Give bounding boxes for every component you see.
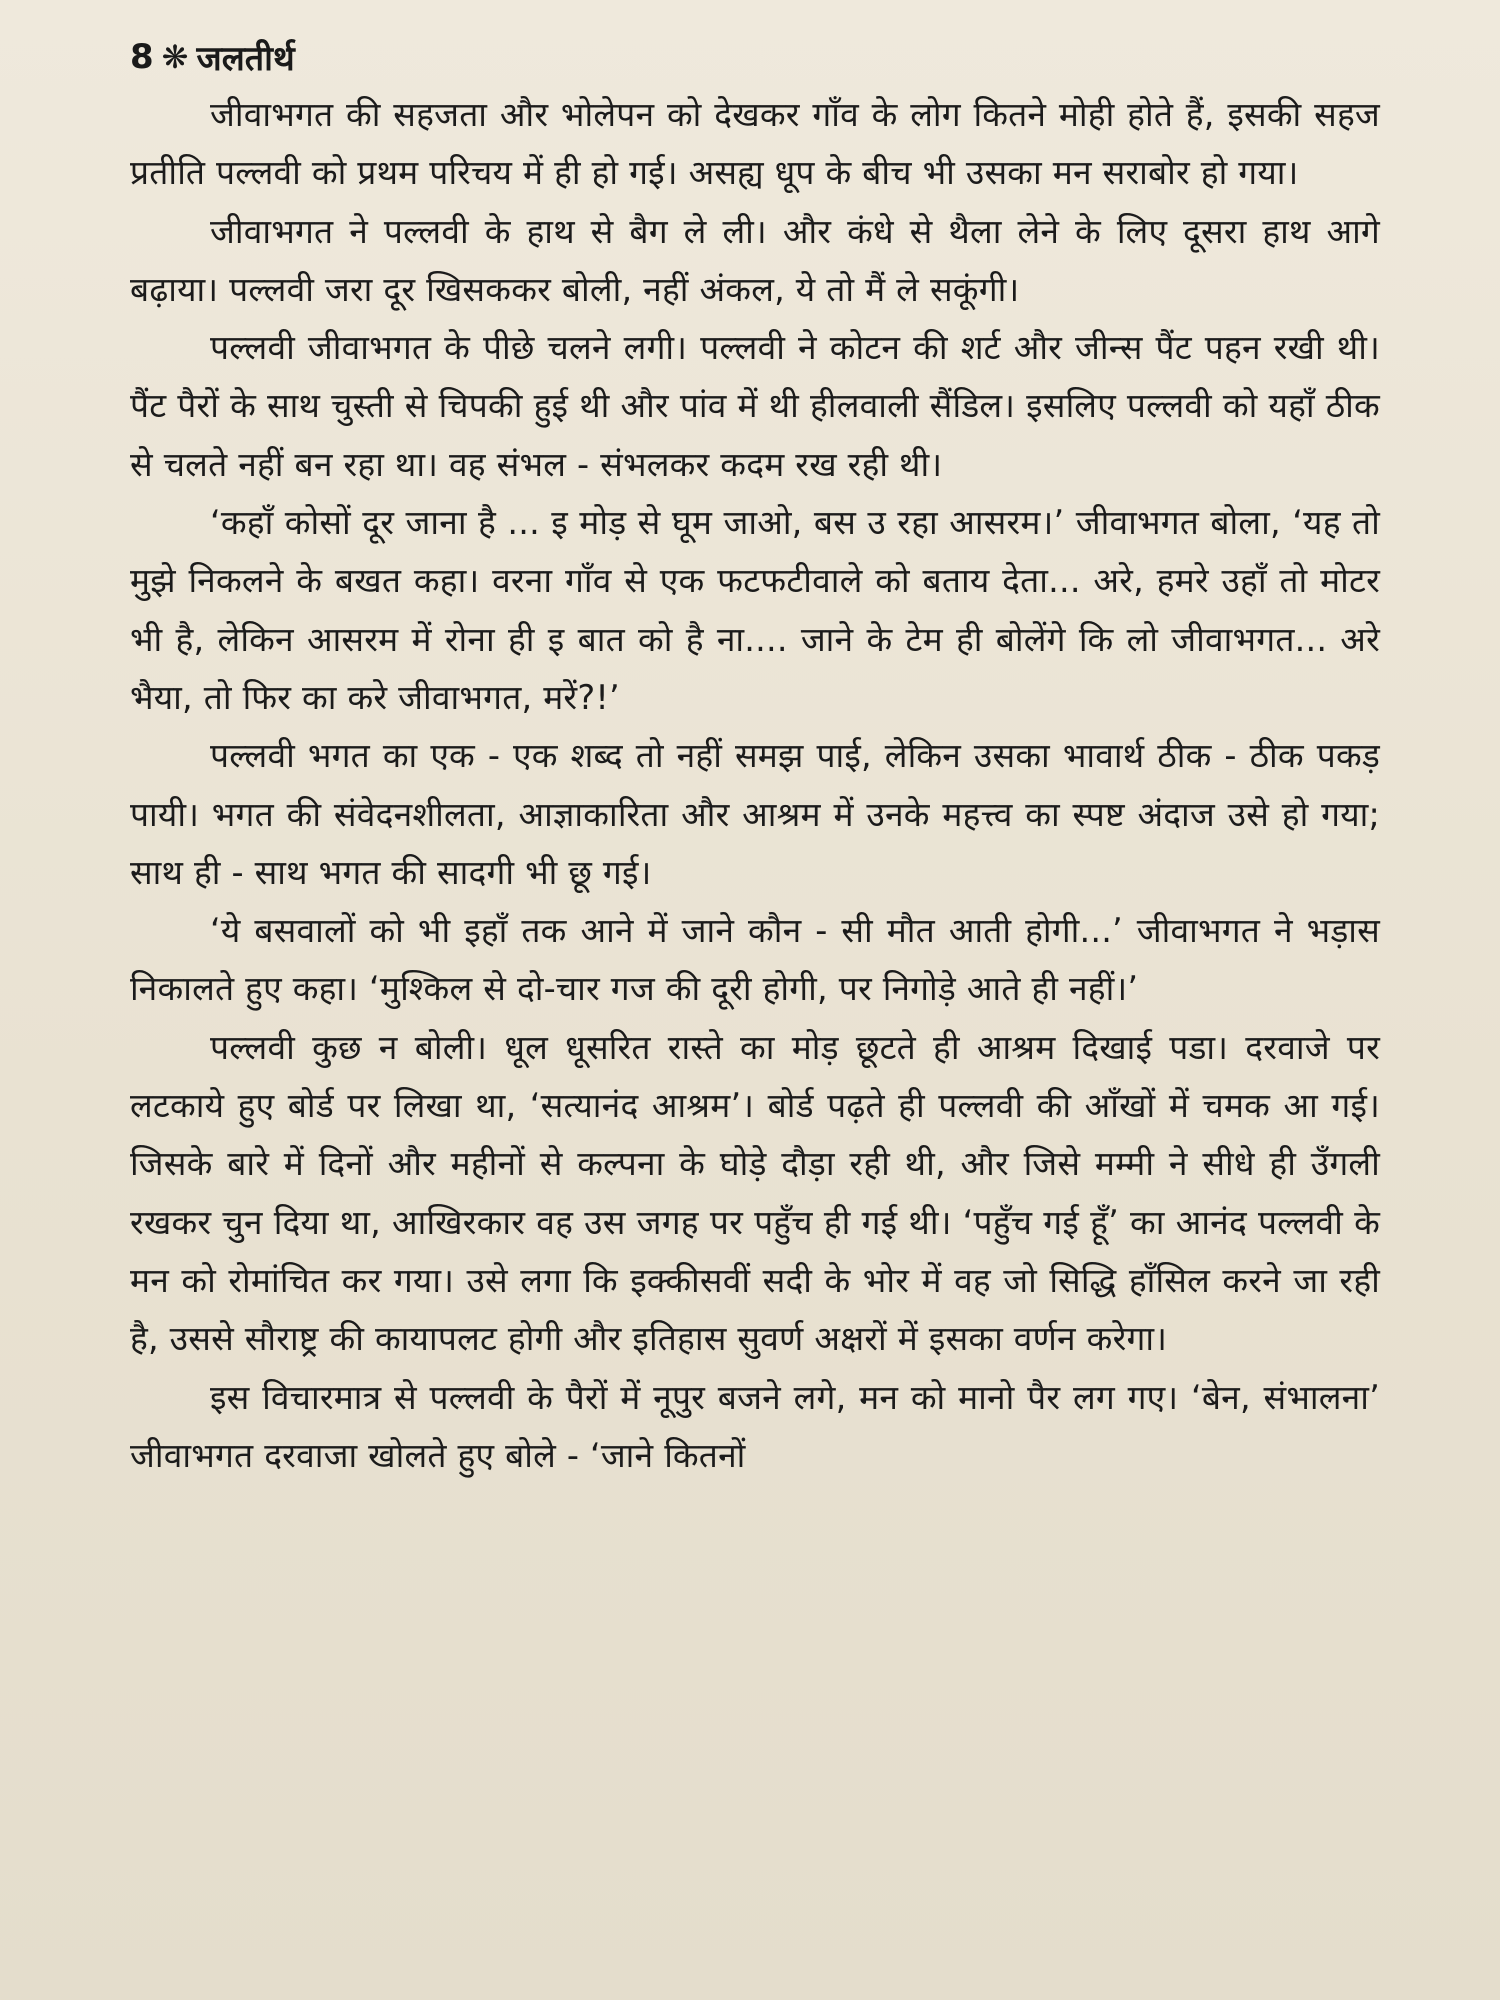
paragraph: इस विचारमात्र से पल्लवी के पैरों में नूपुर बजने लगे, मन को मानो पैर लग गए। ‘बेन, संभालना’ जीवाभगत दरवाजा खोलते हुए बोले - ‘जाने कितनों — [130, 1377, 1380, 1475]
paragraph: जीवाभगत की सहजता और भोलेपन को देखकर गाँव के लोग कितने मोही होते हैं, इसकी सहज प्रतीति पल्लवी को प्रथम परिचय में ही हो गई। असह्य धूप के बीच भी उसका मन सराबोर हो गया। — [130, 95, 1380, 193]
book-title: जलतीर्थ — [196, 39, 295, 79]
paragraph: पल्लवी जीवाभगत के पीछे चलने लगी। पल्लवी ने कोटन की शर्ट और जीन्स पैंट पहन रखी थी। पैंट पैरों के साथ चुस्ती से चिपकी हुई थी और पांव में थी हीलवाली सैंडिल। इसलिए पल्लवी को यहाँ ठीक से चलते नहीं बन रहा था। वह संभल - संभलकर कदम रख रही थी। — [130, 328, 1380, 484]
page-number: 8 — [130, 37, 154, 77]
paragraph: ‘कहाँ कोसों दूर जाना है ... इ मोड़ से घूम जाओ, बस उ रहा आसरम।’ जीवाभगत बोला, ‘यह तो मुझे निकलने के बखत कहा। वरना गाँव से एक फटफटीवाले को बताय देता... अरे, हमरे उहाँ तो मोटर भी है, लेकिन आसरम में रोना ही इ बात को है ना.... जाने के टेम ही बोलेंगे कि लो जीवाभगत... अरे भैया, तो फिर का करे जीवाभगत, मरें?!’ — [130, 503, 1380, 717]
paragraph: जीवाभगत ने पल्लवी के हाथ से बैग ले ली। और कंधे से थैला लेने के लिए दूसरा हाथ आगे बढ़ाया। पल्लवी जरा दूर खिसककर बोली, नहीं अंकल, ये तो मैं ले सकूंगी। — [130, 211, 1380, 309]
paragraph: पल्लवी कुछ न बोली। धूल धूसरित रास्ते का मोड़ छूटते ही आश्रम दिखाई पडा। दरवाजे पर लटकाये हुए बोर्ड पर लिखा था, ‘सत्यानंद आश्रम’। बोर्ड पढ़ते ही पल्लवी की आँखों में चमक आ गई। जिसके बारे में दिनों और महीनों से कल्पना के घोड़े दौड़ा रही थी, और जिसे मम्मी ने सीधे ही उँगली रखकर चुन दिया था, आखिरकार वह उस जगह पर पहुँच ही गई थी। ‘पहुँच गई हूँ’ का आनंद पल्लवी के मन को रोमांचित कर गया। उसे लगा कि इक्कीसवीं सदी के भोर में वह जो सिद्धि हाँसिल करने जा रही है, उससे सौराष्ट्र की कायापलट होगी और इतिहास सुवर्ण अक्षरों में इसका वर्णन करेगा। — [130, 1027, 1380, 1359]
page-header — [130, 34, 295, 80]
body-text — [130, 86, 1380, 1485]
asterisk-star-icon: ❋ — [161, 38, 189, 76]
paragraph: ‘ये बसवालों को भी इहाँ तक आने में जाने कौन - सी मौत आती होगी...’ जीवाभगत ने भड़ास निकालते हुए कहा। ‘मुश्किल से दो-चार गज की दूरी होगी, पर निगोड़े आते ही नहीं।’ — [130, 911, 1380, 1009]
paragraph: पल्लवी भगत का एक - एक शब्द तो नहीं समझ पाई, लेकिन उसका भावार्थ ठीक - ठीक पकड़ पायी। भगत की संवेदनशीलता, आज्ञाकारिता और आश्रम में उनके महत्त्व का स्पष्ट अंदाज उसे हो गया; साथ ही - साथ भगत की सादगी भी छू गई। — [130, 736, 1380, 892]
